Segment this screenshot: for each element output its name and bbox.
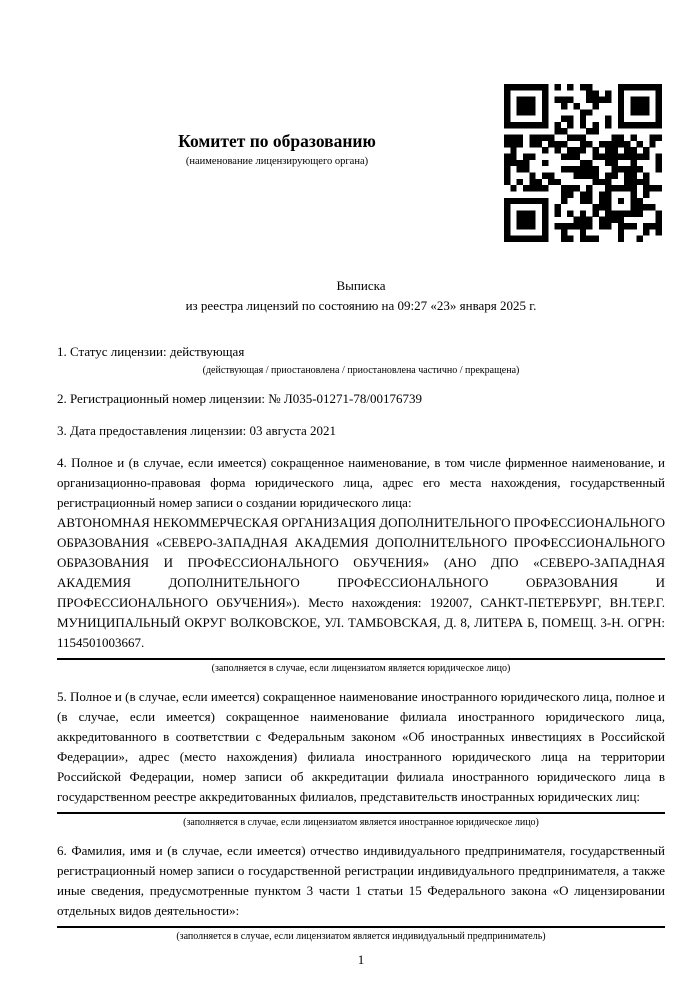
item-1-caption: (действующая / приостановлена / приостановлена частично / прекращена) [202,365,520,376]
item-1-license-status [57,342,665,377]
item-3-text: 3. Дата предоставления лицензии: 03 августа 2021 [57,423,337,438]
item-4-legal-entity [57,453,665,675]
item-5-foreign-entity [57,687,665,829]
item-6-fill-line [57,926,665,928]
page-number: 1 [357,952,365,967]
item-4-caption: (заполняется в случае, если лицензиатом является юридическое лицо) [211,663,511,674]
document-body [57,276,665,968]
item-6-caption: (заполняется в случае, если лицензиатом является индивидуальный предприниматель) [176,931,546,942]
item-5-text: 5. Полное и (в случае, если имеется) сокращенное наименование иностранного юридического лица, полное и (в случае, если имеется) сокращенное наименование филиала иностранного юридического лица, аккредитованного в соответствии с Федеральным законом «Об иностранных инвестициях в Российской Федерации», адрес (место нахождения) филиала иностранного юридического лица на территории Российской Федерации, номер записи об аккредитации филиала иностранного юридического лица в государственном реестре аккредитованных филиалов, представительств иностранных юридических лиц: [57,689,665,804]
licensing-authority-name: Комитет по образованию [178,131,376,151]
item-5-caption: (заполняется в случае, если лицензиатом является иностранное юридическое лицо) [183,817,539,828]
item-2-text: 2. Регистрационный номер лицензии: № Л035-01271-78/00176739 [57,391,423,406]
licensing-authority-caption: (наименование лицензирующего органа) [185,156,369,167]
item-4-fill-line [57,658,665,660]
item-1-text: 1. Статус лицензии: действующая [57,344,245,359]
item-4-text: 4. Полное и (в случае, если имеется) сокращенное наименование, в том числе фирменное наименование, и организационно-правовая форма юридического лица, адрес его места нахождения, государственный регистрационный номер записи о создании юридического лица: [57,455,665,510]
item-2-registration-number [57,389,665,409]
extract-title: Выписка [336,278,386,293]
qr-code-icon [504,84,662,242]
extract-title-block [57,276,665,316]
item-3-grant-date [57,421,665,441]
item-6-text: 6. Фамилия, имя и (в случае, если имеется) отчество индивидуального предпринимателя, государственный регистрационный номер записи о государственной регистрации индивидуального предпринимателя, а также иные сведения, предусмотренные пунктом 3 части 1 статьи 15 Федерального закона «О лицензировании отдельных видов деятельности»: [57,843,665,918]
item-4-value: АВТОНОМНАЯ НЕКОММЕРЧЕСКАЯ ОРГАНИЗАЦИЯ ДОПОЛНИТЕЛЬНОГО ПРОФЕССИОНАЛЬНОГО ОБРАЗОВАНИЯ «СЕВЕРО-ЗАПАДНАЯ АКАДЕМИЯ ДОПОЛНИТЕЛЬНОГО ПРОФЕССИОНАЛЬНОГО ОБРАЗОВАНИЯ И ПРОФЕССИОНАЛЬНОГО ОБУЧЕНИЯ» (АНО ДПО «СЕВЕРО-ЗАПАДНАЯ АКАДЕМИЯ ДОПОЛНИТЕЛЬНОГО ПРОФЕССИОНАЛЬНОГО ОБРАЗОВАНИЯ И ПРОФЕССИОНАЛЬНОГО ОБУЧЕНИЯ»). Место нахождения: 192007, САНКТ-ПЕТЕРБУРГ, ВН.ТЕР.Г. МУНИЦИПАЛЬНЫЙ ОКРУГ ВОЛКОВСКОЕ, УЛ. ТАМБОВСКАЯ, Д. 8, ЛИТЕРА Б, ПОМЕЩ. 3-Н. ОГРН: 1154501003667. [57,515,665,650]
item-5-fill-line [57,812,665,814]
item-6-individual-entrepreneur [57,841,665,943]
licensing-authority-header [57,130,497,168]
extract-date-line: из реестра лицензий по состоянию на 09:27 «23» января 2025 г. [185,298,537,313]
